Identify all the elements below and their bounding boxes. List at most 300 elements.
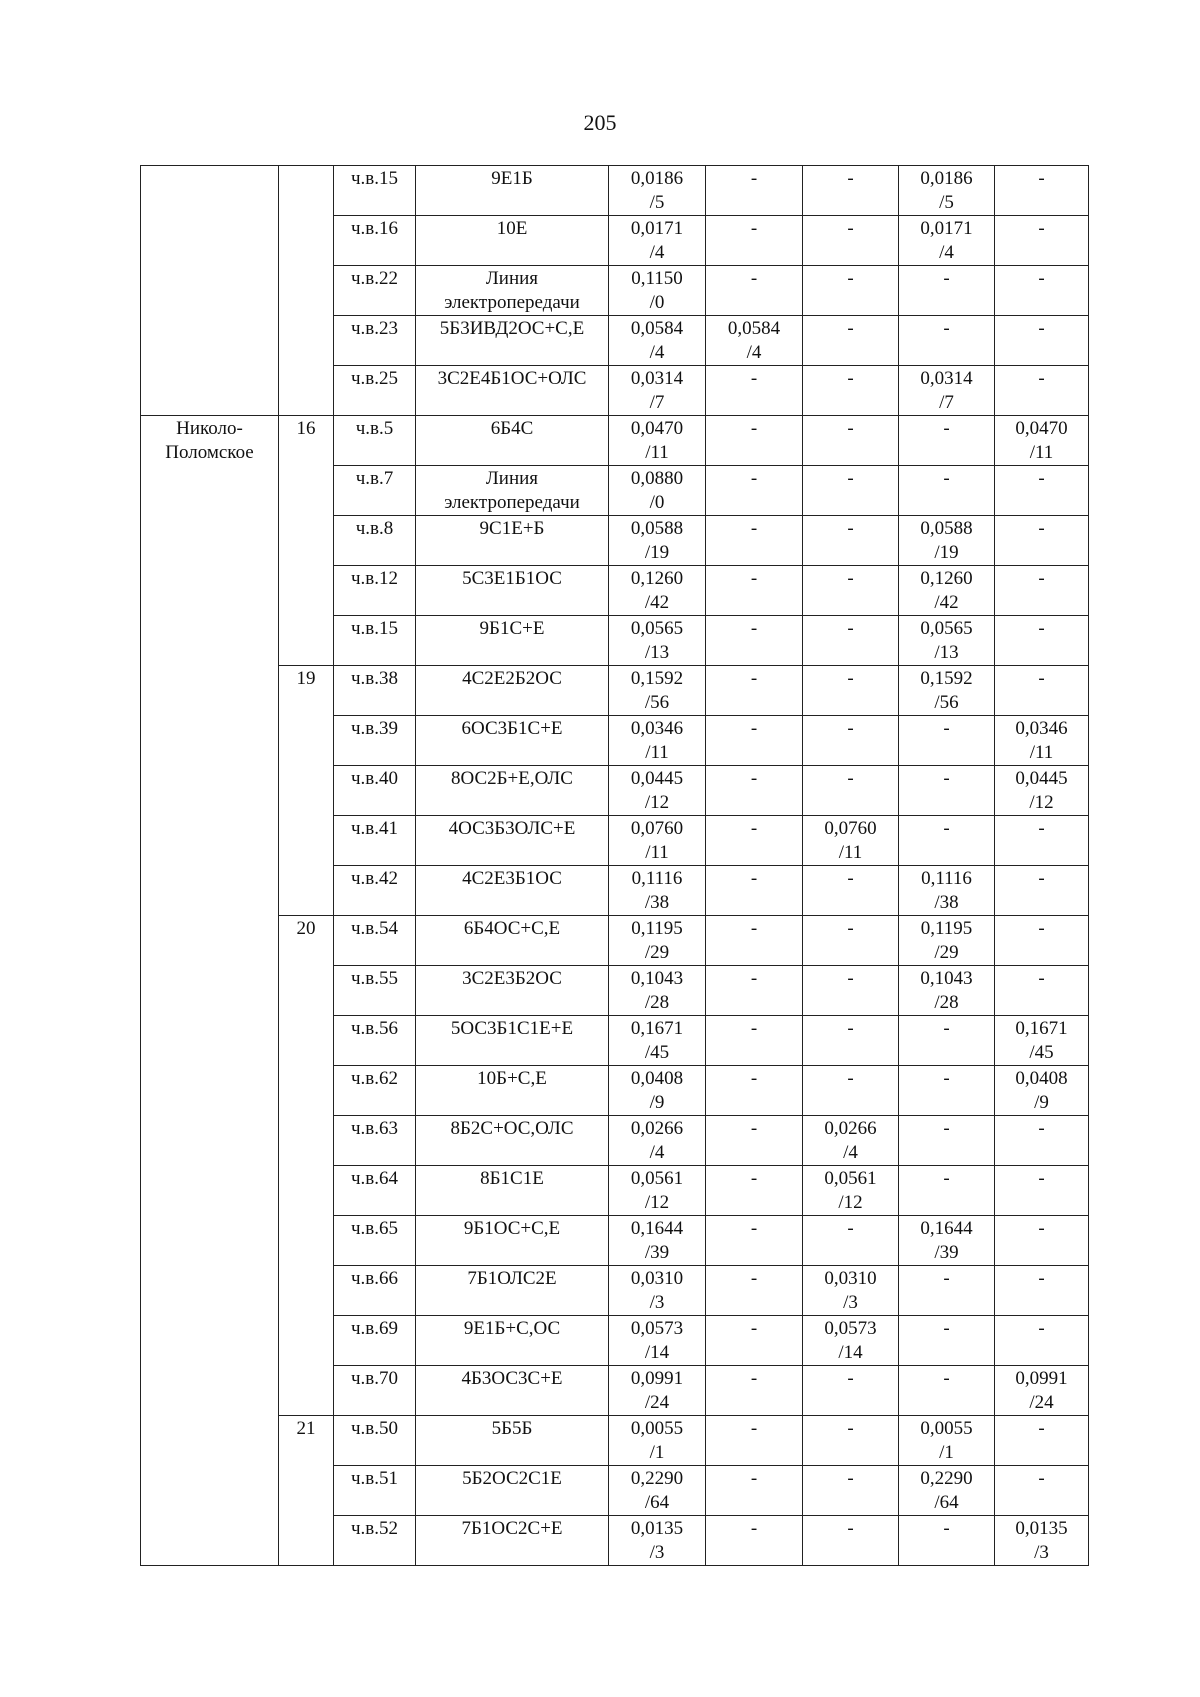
area-value: -	[750, 468, 758, 489]
stand-composition-cell: 10Е	[416, 216, 609, 266]
volume-value: /29	[934, 942, 959, 963]
area-col9-cell	[995, 966, 1089, 1016]
area-value: 0,0584	[727, 318, 781, 339]
area-total-cell	[609, 166, 706, 216]
volume-value: /28	[644, 992, 670, 1013]
volume-value: /1	[649, 1442, 665, 1463]
area-col7-cell	[803, 616, 899, 666]
table-body	[141, 166, 1089, 1566]
stand-composition-cell: 8Б1С1Е	[416, 1166, 609, 1216]
area-value: -	[1038, 1418, 1045, 1439]
area-col9-cell	[995, 1316, 1089, 1366]
area-value: -	[943, 1118, 950, 1139]
area-value: -	[943, 768, 950, 789]
vydel-cell: ч.в.69	[334, 1316, 416, 1366]
area-value: -	[750, 1168, 758, 1189]
area-value: -	[1038, 918, 1045, 939]
area-value: 0,0470	[1015, 418, 1068, 439]
area-value: -	[847, 468, 854, 489]
volume-value: /14	[644, 1342, 670, 1363]
area-value: -	[750, 218, 758, 239]
area-value: -	[847, 268, 854, 289]
area-value: 0,0991	[630, 1368, 684, 1389]
area-col7-cell	[803, 966, 899, 1016]
area-value: 0,0588	[920, 518, 973, 539]
stand-composition-cell: 6Б4С	[416, 416, 609, 466]
volume-value: /39	[934, 1242, 959, 1263]
kvartal-cell: 16	[279, 416, 334, 666]
volume-value: /14	[838, 1342, 863, 1363]
area-value: -	[750, 1118, 758, 1139]
area-value: -	[1038, 1318, 1045, 1339]
area-value: -	[750, 1418, 758, 1439]
area-value: 0,1671	[630, 1018, 684, 1039]
stand-composition-cell: Линия электропередачи	[416, 266, 609, 316]
stand-composition-cell: 4Б3ОС3С+Е	[416, 1366, 609, 1416]
volume-value: /19	[934, 542, 959, 563]
vydel-cell: ч.в.25	[334, 366, 416, 416]
vydel-cell: ч.в.70	[334, 1366, 416, 1416]
volume-value: /42	[934, 592, 959, 613]
stand-composition-cell: 5Б5Б	[416, 1416, 609, 1466]
area-value: -	[750, 1368, 758, 1389]
area-value: -	[847, 218, 854, 239]
area-value: 0,0445	[1015, 768, 1068, 789]
volume-value: /1	[939, 1442, 954, 1463]
vydel-cell: ч.в.5	[334, 416, 416, 466]
area-col9-cell	[995, 466, 1089, 516]
volume-value: /7	[649, 392, 665, 413]
area-value: 0,1260	[630, 568, 684, 589]
volume-value: /5	[939, 192, 954, 213]
area-col9-cell	[995, 1416, 1089, 1466]
vydel-cell: ч.в.51	[334, 1466, 416, 1516]
area-value: 0,1116	[631, 868, 683, 889]
area-col9-cell	[995, 366, 1089, 416]
stand-composition-cell: 5Б3ИВД2ОС+С,Е	[416, 316, 609, 366]
volume-value: /11	[645, 842, 669, 863]
area-col7-cell	[803, 1416, 899, 1466]
area-value: -	[1038, 368, 1045, 389]
vydel-cell: ч.в.42	[334, 866, 416, 916]
area-col8-cell	[899, 1316, 995, 1366]
area-value: -	[847, 368, 854, 389]
area-value: -	[1038, 268, 1045, 289]
area-col7-cell	[803, 766, 899, 816]
volume-value: /4	[649, 1142, 665, 1163]
area-total-cell	[609, 916, 706, 966]
area-value: 0,0135	[1015, 1518, 1068, 1539]
area-total-cell	[609, 716, 706, 766]
volume-value: /13	[934, 642, 959, 663]
area-value: 0,2290	[630, 1468, 684, 1489]
area-col6-cell	[706, 916, 803, 966]
area-col8-cell	[899, 316, 995, 366]
area-value: -	[943, 1268, 950, 1289]
area-col6-cell	[706, 1366, 803, 1416]
volume-value: /3	[649, 1542, 665, 1563]
volume-value: /13	[644, 642, 670, 663]
stand-composition-cell: 9С1Е+Б	[416, 516, 609, 566]
area-value: -	[750, 768, 758, 789]
area-col7-cell	[803, 1266, 899, 1316]
area-value: 0,0565	[920, 618, 973, 639]
area-value: 0,1116	[921, 868, 972, 889]
area-col7-cell	[803, 666, 899, 716]
area-value: -	[1038, 618, 1045, 639]
volume-value: /11	[1029, 742, 1054, 763]
area-value: -	[1038, 968, 1045, 989]
area-col6-cell	[706, 1466, 803, 1516]
area-total-cell	[609, 1016, 706, 1066]
area-col7-cell	[803, 1066, 899, 1116]
area-col6-cell	[706, 266, 803, 316]
volume-value: /11	[645, 442, 669, 463]
area-col7-cell	[803, 516, 899, 566]
vydel-cell: ч.в.40	[334, 766, 416, 816]
area-value: 0,1592	[920, 668, 973, 689]
volume-value: /42	[644, 592, 670, 613]
volume-value: /56	[644, 692, 670, 713]
area-total-cell	[609, 1366, 706, 1416]
area-value: 0,0186	[920, 168, 973, 189]
area-col7-cell	[803, 566, 899, 616]
area-value: -	[750, 168, 758, 189]
area-value: -	[847, 968, 854, 989]
volume-value: /29	[644, 942, 670, 963]
area-value: -	[943, 1018, 950, 1039]
forestry-name-cell	[141, 166, 279, 416]
area-value: -	[1038, 1218, 1045, 1239]
area-col6-cell	[706, 716, 803, 766]
area-total-cell	[609, 616, 706, 666]
area-col6-cell	[706, 766, 803, 816]
area-total-cell	[609, 266, 706, 316]
stand-composition-cell: 5ОС3Б1С1Е+Е	[416, 1016, 609, 1066]
area-col8-cell	[899, 1266, 995, 1316]
kvartal-cell	[279, 166, 334, 416]
stand-composition-cell: 7Б1ОЛС2Е	[416, 1266, 609, 1316]
area-value: -	[847, 1018, 854, 1039]
area-total-cell	[609, 866, 706, 916]
area-col9-cell	[995, 716, 1089, 766]
area-col6-cell	[706, 416, 803, 466]
area-col7-cell	[803, 316, 899, 366]
area-total-cell	[609, 1516, 706, 1566]
vydel-cell: ч.в.52	[334, 1516, 416, 1566]
volume-value: /0	[649, 292, 665, 313]
area-value: 0,1592	[630, 668, 684, 689]
stand-composition-cell: 4ОС3Б3ОЛС+Е	[416, 816, 609, 866]
area-col8-cell	[899, 216, 995, 266]
area-col7-cell	[803, 416, 899, 466]
area-value: -	[750, 618, 758, 639]
area-total-cell	[609, 366, 706, 416]
area-total-cell	[609, 1116, 706, 1166]
area-value: -	[1038, 468, 1045, 489]
volume-value: /4	[649, 242, 665, 263]
area-value: -	[847, 318, 854, 339]
stand-composition-cell: 8ОС2Б+Е,ОЛС	[416, 766, 609, 816]
area-col8-cell	[899, 366, 995, 416]
area-col9-cell	[995, 866, 1089, 916]
area-value: -	[750, 1318, 758, 1339]
vydel-cell: ч.в.7	[334, 466, 416, 516]
stand-composition-cell: 5С3Е1Б1ОС	[416, 566, 609, 616]
area-col9-cell	[995, 416, 1089, 466]
vydel-cell: ч.в.39	[334, 716, 416, 766]
area-total-cell	[609, 566, 706, 616]
area-col9-cell	[995, 1066, 1089, 1116]
forestry-name-cell: Николо-Поломское	[141, 416, 279, 1566]
stand-composition-cell: 8Б2С+ОС,ОЛС	[416, 1116, 609, 1166]
stand-composition-cell: 9Б1ОС+С,Е	[416, 1216, 609, 1266]
area-col8-cell	[899, 716, 995, 766]
area-value: 0,0408	[630, 1068, 684, 1089]
area-col7-cell	[803, 366, 899, 416]
area-col6-cell	[706, 216, 803, 266]
volume-value: /3	[1034, 1542, 1049, 1563]
stand-composition-cell: 7Б1ОС2С+Е	[416, 1516, 609, 1566]
area-value: -	[1038, 1118, 1045, 1139]
area-col8-cell	[899, 566, 995, 616]
area-col7-cell	[803, 866, 899, 916]
area-col9-cell	[995, 1366, 1089, 1416]
area-value: 0,0565	[630, 618, 684, 639]
area-col9-cell	[995, 1116, 1089, 1166]
volume-value: /3	[649, 1292, 665, 1313]
area-col8-cell	[899, 1216, 995, 1266]
area-value: -	[943, 718, 950, 739]
stand-composition-cell: 10Б+С,Е	[416, 1066, 609, 1116]
volume-value: /9	[1034, 1092, 1049, 1113]
area-value: 0,0266	[630, 1118, 684, 1139]
volume-value: /12	[838, 1192, 863, 1213]
area-value: -	[750, 868, 758, 889]
area-col8-cell	[899, 1466, 995, 1516]
forest-allotment-table	[140, 165, 1089, 1566]
area-value: 0,0588	[630, 518, 684, 539]
area-total-cell	[609, 316, 706, 366]
vydel-cell: ч.в.64	[334, 1166, 416, 1216]
volume-value: /45	[644, 1042, 670, 1063]
area-col6-cell	[706, 1316, 803, 1366]
area-col9-cell	[995, 1516, 1089, 1566]
area-value: -	[750, 818, 758, 839]
area-col6-cell	[706, 316, 803, 366]
area-value: -	[847, 1068, 854, 1089]
stand-composition-cell: 9Б1С+Е	[416, 616, 609, 666]
area-col6-cell	[706, 1216, 803, 1266]
area-value: 0,0346	[1015, 718, 1068, 739]
volume-value: /12	[644, 1192, 670, 1213]
area-value: 0,1671	[1015, 1018, 1068, 1039]
area-value: 0,0171	[630, 218, 684, 239]
area-value: -	[943, 318, 950, 339]
area-value: 0,0186	[630, 168, 684, 189]
area-value: -	[847, 418, 854, 439]
area-col6-cell	[706, 816, 803, 866]
area-value: 0,1644	[920, 1218, 973, 1239]
volume-value: /64	[934, 1492, 959, 1513]
area-total-cell	[609, 1166, 706, 1216]
vydel-cell: ч.в.56	[334, 1016, 416, 1066]
area-value: -	[750, 1518, 758, 1539]
area-value: 0,0880	[630, 468, 684, 489]
area-value: -	[750, 1018, 758, 1039]
area-value: -	[750, 568, 758, 589]
stand-composition-cell: 9Е1Б+С,ОС	[416, 1316, 609, 1366]
area-col7-cell	[803, 716, 899, 766]
area-value: -	[1038, 818, 1045, 839]
area-col8-cell	[899, 766, 995, 816]
area-value: 0,1150	[631, 268, 683, 289]
area-col6-cell	[706, 866, 803, 916]
area-value: -	[847, 868, 854, 889]
volume-value: /28	[934, 992, 959, 1013]
area-value: 0,0470	[630, 418, 684, 439]
area-col7-cell	[803, 1466, 899, 1516]
area-value: -	[943, 818, 950, 839]
area-col9-cell	[995, 166, 1089, 216]
area-value: 0,0445	[630, 768, 684, 789]
volume-value: /9	[649, 1092, 665, 1113]
area-col8-cell	[899, 616, 995, 666]
vydel-cell: ч.в.55	[334, 966, 416, 1016]
area-total-cell	[609, 1416, 706, 1466]
area-value: 0,0584	[630, 318, 684, 339]
volume-value: /64	[644, 1492, 670, 1513]
area-value: -	[750, 368, 758, 389]
area-value: -	[750, 1268, 758, 1289]
area-col7-cell	[803, 1366, 899, 1416]
area-col9-cell	[995, 216, 1089, 266]
area-col7-cell	[803, 916, 899, 966]
area-col8-cell	[899, 816, 995, 866]
area-value: -	[943, 468, 950, 489]
area-value: 0,0573	[630, 1318, 684, 1339]
area-col9-cell	[995, 316, 1089, 366]
area-value: -	[847, 1468, 854, 1489]
area-value: 0,0760	[630, 818, 684, 839]
area-value: -	[847, 668, 854, 689]
volume-value: /12	[644, 792, 670, 813]
area-value: 0,0346	[630, 718, 684, 739]
area-col8-cell	[899, 666, 995, 716]
area-value: -	[1038, 218, 1045, 239]
area-value: -	[1038, 168, 1045, 189]
area-value: 0,2290	[920, 1468, 973, 1489]
area-total-cell	[609, 1466, 706, 1516]
area-value: -	[1038, 518, 1045, 539]
volume-value: /56	[934, 692, 959, 713]
area-total-cell	[609, 816, 706, 866]
vydel-cell: ч.в.50	[334, 1416, 416, 1466]
stand-composition-cell: 3С2Е4Б1ОС+ОЛС	[416, 366, 609, 416]
table-row	[141, 1416, 1089, 1466]
area-col6-cell	[706, 1166, 803, 1216]
area-total-cell	[609, 1066, 706, 1116]
area-total-cell	[609, 966, 706, 1016]
area-col9-cell	[995, 1166, 1089, 1216]
area-value: 0,0310	[824, 1268, 877, 1289]
area-col6-cell	[706, 366, 803, 416]
area-col8-cell	[899, 1016, 995, 1066]
area-value: -	[847, 718, 854, 739]
stand-composition-cell: 9Е1Б	[416, 166, 609, 216]
kvartal-cell: 19	[279, 666, 334, 916]
area-col9-cell	[995, 766, 1089, 816]
page-number: 205	[583, 110, 617, 135]
area-value: -	[943, 418, 950, 439]
area-value: -	[1038, 668, 1045, 689]
area-value: 0,0055	[920, 1418, 973, 1439]
table-row	[141, 166, 1089, 216]
area-value: -	[847, 518, 854, 539]
area-value: 0,0310	[630, 1268, 684, 1289]
volume-value: /4	[939, 242, 954, 263]
area-value: -	[847, 1418, 854, 1439]
volume-value: /45	[1029, 1042, 1054, 1063]
area-col7-cell	[803, 1316, 899, 1366]
area-col8-cell	[899, 166, 995, 216]
area-value: -	[847, 1218, 854, 1239]
area-col8-cell	[899, 266, 995, 316]
area-col8-cell	[899, 466, 995, 516]
area-value: -	[1038, 568, 1045, 589]
area-value: -	[847, 618, 854, 639]
area-col7-cell	[803, 466, 899, 516]
area-col8-cell	[899, 966, 995, 1016]
area-col7-cell	[803, 1216, 899, 1266]
vydel-cell: ч.в.65	[334, 1216, 416, 1266]
area-col7-cell	[803, 166, 899, 216]
area-col8-cell	[899, 1116, 995, 1166]
area-value: 0,1043	[630, 968, 684, 989]
area-value: 0,1195	[631, 918, 683, 939]
area-col6-cell	[706, 1516, 803, 1566]
area-col7-cell	[803, 266, 899, 316]
area-col6-cell	[706, 1116, 803, 1166]
volume-value: /7	[939, 392, 954, 413]
area-total-cell	[609, 516, 706, 566]
area-col8-cell	[899, 516, 995, 566]
vydel-cell: ч.в.62	[334, 1066, 416, 1116]
volume-value: /24	[644, 1392, 670, 1413]
vydel-cell: ч.в.15	[334, 616, 416, 666]
volume-value: /19	[644, 542, 670, 563]
area-col9-cell	[995, 1216, 1089, 1266]
vydel-cell: ч.в.66	[334, 1266, 416, 1316]
volume-value: /12	[1029, 792, 1054, 813]
area-col7-cell	[803, 1516, 899, 1566]
area-col8-cell	[899, 1066, 995, 1116]
area-col8-cell	[899, 1166, 995, 1216]
area-col6-cell	[706, 516, 803, 566]
volume-value: /5	[649, 192, 665, 213]
area-col9-cell	[995, 1466, 1089, 1516]
area-value: -	[943, 1368, 950, 1389]
area-value: 0,0171	[920, 218, 973, 239]
area-col9-cell	[995, 1266, 1089, 1316]
area-col7-cell	[803, 1166, 899, 1216]
area-value: -	[750, 918, 758, 939]
area-value: -	[943, 1518, 950, 1539]
area-value: -	[847, 168, 854, 189]
area-value: 0,0135	[630, 1518, 684, 1539]
area-col7-cell	[803, 1116, 899, 1166]
area-value: -	[847, 1368, 854, 1389]
